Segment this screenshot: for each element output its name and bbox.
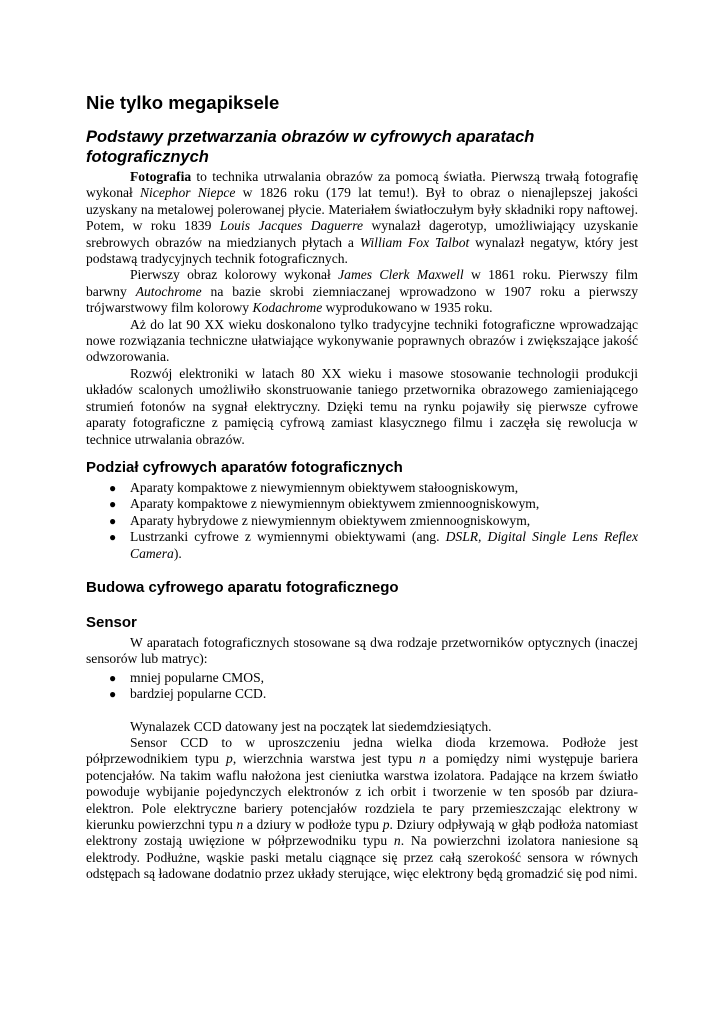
bullet-icon: ●: [109, 530, 117, 545]
name-maxwell: James Clerk Maxwell: [338, 267, 464, 283]
camera-types-list: [86, 480, 638, 562]
bullet-icon: ●: [109, 513, 117, 528]
section-heading-camera-types: Podział cyfrowych aparatów fotograficznych: [86, 458, 403, 476]
list-item: ● Aparaty hybrydowe z niewymiennym obiektywem zmiennoogniskowym,: [109, 512, 531, 528]
list-item: ● Lustrzanki cyfrowe z wymiennymi obiektywami (ang. DSLR, Digital Single Lens Reflex Camera).: [109, 529, 638, 561]
paragraph-sensor-intro: W aparatach fotograficznych stosowane są dwa rodzaje przetworników optycznych (inaczej sensorów lub matryc):: [86, 634, 638, 667]
section-heading-camera-construction: Budowa cyfrowego aparatu fotograficznego: [86, 578, 399, 596]
name-daguerre: Louis Jacques Daguerre: [219, 218, 364, 234]
name-kodachrome: Kodachrome: [252, 300, 323, 316]
name-autochrome: Autochrome: [135, 283, 202, 299]
list-item: ● mniej popularne CMOS,: [109, 669, 265, 685]
bullet-icon: ●: [109, 687, 117, 702]
list-item: ● bardziej popularne CCD.: [109, 686, 267, 702]
sensor-types-list: [86, 670, 638, 703]
section-heading-basics: Podstawy przetwarzania obrazów w cyfrowych aparatach fotograficznych: [86, 128, 535, 166]
paragraph-ccd-description: Sensor CCD to w uproszczeniu jedna wielka dioda krzemowa. Podłoże jest półprzewodnikiem typu p, wierzchnia warstwa jest typu n a pomiędzy nimi występuje bariera potencjałów. Na takim waflu nałożona jest cieniutka warstwa izolatora. Padające na krzem światło powoduje wybijanie pojedynczych elektronów z ich orbit i tworzenie w ten sposób par dziura-elektron. Pole elektryczne bariery potencjałów rozdziela te pary przemieszczając elektrony w kierunku powierzchni typu n a dziury w podłoże typu p. Dziury odpływają w głąb podłoża natomiast elektrony zostają uwięzione w półprzewodniku typu n. Na powierzchni izolatora naniesione są elektrody. Podłużne, wąskie paski metalu ciągnące się przez całą szerokość sensora w równych odstępach są ładowane dodatnio przez układy sterujące, więc elektrony będą gromadzić się pod nimi.: [86, 734, 639, 882]
paragraph-color-photography: Pierwszy obraz kolorowy wykonał James Clerk Maxwell w 1861 roku. Pierwszy film barwny Autochrome na bazie skrobi ziemniaczanej wprowadzono w 1907 roku a pierwszy trójwarstwowy film kolorowy Kodachrome wyprodukowano w 1935 roku.: [86, 267, 638, 316]
term-fotografia: Fotografia: [130, 169, 192, 184]
paragraph-ccd-invention: Wynalazek CCD datowany jest na początek lat siedemdziesiątych.: [130, 718, 492, 734]
document-page: [86, 92, 638, 883]
document-title: Nie tylko megapiksele: [86, 92, 280, 113]
name-talbot: William Fox Talbot: [359, 234, 470, 250]
bullet-icon: ●: [109, 497, 117, 512]
section-heading-sensor: Sensor: [86, 613, 137, 631]
name-niepce: Nicephor Niepce: [139, 185, 236, 201]
bullet-icon: ●: [109, 670, 117, 685]
bullet-icon: ●: [109, 480, 117, 495]
paragraph-electronics: Rozwój elektroniki w latach 80 XX wieku i masowe stosowanie technologii produkcji układów scalonych umożliwiło skonstruowanie taniego przetwornika obrazowego zamieniającego strumień fotonów na sygnał elektryczny. Dzięki temu na rynku pojawiły się pierwsze cyfrowe aparaty fotograficzne z pamięcią cyfrową zamiast klasycznego filmu i zaczęła się rewolucja w technice utrwalania obrazów.: [86, 365, 638, 447]
paragraph-traditional-techniques: Aż do lat 90 XX wieku doskonalono tylko tradycyjne techniki fotograficzne wprowadzając nowe rozwiązania techniczne ułatwiające wykonywanie poprawnych obrazów i zwiększające jakość odwzorowania.: [86, 316, 638, 365]
list-item: ● Aparaty kompaktowe z niewymiennym obiektywem stałoogniskowym,: [109, 479, 519, 495]
list-item: ● Aparaty kompaktowe z niewymiennym obiektywem zmiennoogniskowym,: [109, 496, 540, 512]
paragraph-photography-history: Fotografia to technika utrwalania obrazów za pomocą światła. Pierwszą trwałą fotografię wykonał Nicephor Niepce w 1826 roku (179 lat temu!). Był to obraz o nienajlepszej jakości uzyskany na metalowej polerowanej płycie. Materiałem światłoczułym były składniki ropy naftowej. Potem, w roku 1839 Louis Jacques Daguerre wynalazł dagerotyp, umożliwiający uzyskanie srebrowych obrazów na miedzianych płytach a William Fox Talbot wynalazł negatyw, który jest podstawą tradycyjnych technik fotograficznych.: [86, 169, 639, 267]
